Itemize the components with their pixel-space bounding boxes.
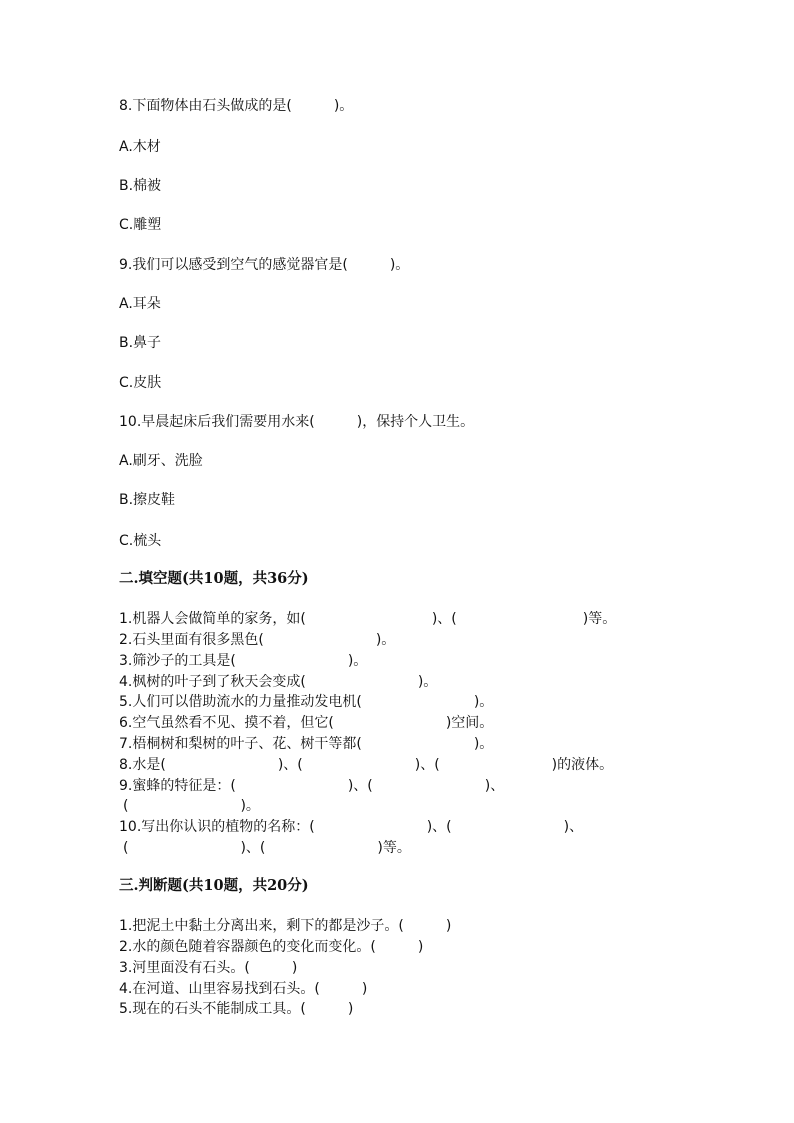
fill-item: 5.人们可以借助流水的力量推动发电机( )。: [119, 694, 494, 710]
fill-item: 2.石头里面有很多黑色( )。: [119, 632, 396, 648]
question-9-stem: 9.我们可以感受到空气的感觉器官是( )。: [119, 257, 410, 273]
section-heading-fill: 二.填空题(共10题，共36分): [119, 570, 309, 587]
question-8-option-a: A.木材: [119, 139, 161, 155]
fill-item: 8.水是( )、( )、( )的液体。: [119, 757, 614, 773]
question-10-option-a: A.刷牙、洗脸: [119, 453, 203, 469]
question-9-option-c: C.皮肤: [119, 375, 162, 391]
fill-item: 6.空气虽然看不见、摸不着，但它( )空间。: [119, 715, 494, 731]
judge-item: 5.现在的石头不能制成工具。( ): [119, 1001, 354, 1017]
fill-item: 7.梧桐树和梨树的叶子、花、树干等都( )。: [119, 736, 494, 752]
judge-item: 3.河里面没有石头。( ): [119, 960, 298, 976]
question-8-option-c: C.雕塑: [119, 217, 162, 233]
question-8-stem: 8.下面物体由石头做成的是( )。: [119, 98, 354, 114]
fill-item: 1.机器人会做简单的家务，如( )、( )等。: [119, 611, 617, 627]
question-10-option-c: C.梳头: [119, 533, 162, 549]
question-9-option-b: B.鼻子: [119, 335, 162, 351]
question-8-option-b: B.棉被: [119, 178, 162, 194]
judge-item: 1.把泥土中黏土分离出来，剩下的都是沙子。( ): [119, 918, 452, 934]
fill-item: 3.筛沙子的工具是( )。: [119, 653, 368, 669]
question-9-option-a: A.耳朵: [119, 296, 161, 312]
section-heading-judge: 三.判断题(共10题，共20分): [119, 877, 309, 894]
judge-item: 4.在河道、山里容易找到石头。( ): [119, 981, 368, 997]
judge-item: 2.水的颜色随着容器颜色的变化而变化。( ): [119, 939, 424, 955]
fill-item: 10.写出你认识的植物的名称：( )、( )、: [119, 819, 584, 835]
question-10-stem: 10.早晨起床后我们需要用水来( )，保持个人卫生。: [119, 414, 475, 430]
fill-item: 4.枫树的叶子到了秋天会变成( )。: [119, 674, 438, 690]
fill-item: 9.蜜蜂的特征是：( )、( )、: [119, 778, 505, 794]
fill-item-continuation: ( )。: [123, 798, 260, 814]
question-10-option-b: B.擦皮鞋: [119, 492, 176, 508]
fill-item-continuation: ( )、( )等。: [123, 840, 411, 856]
